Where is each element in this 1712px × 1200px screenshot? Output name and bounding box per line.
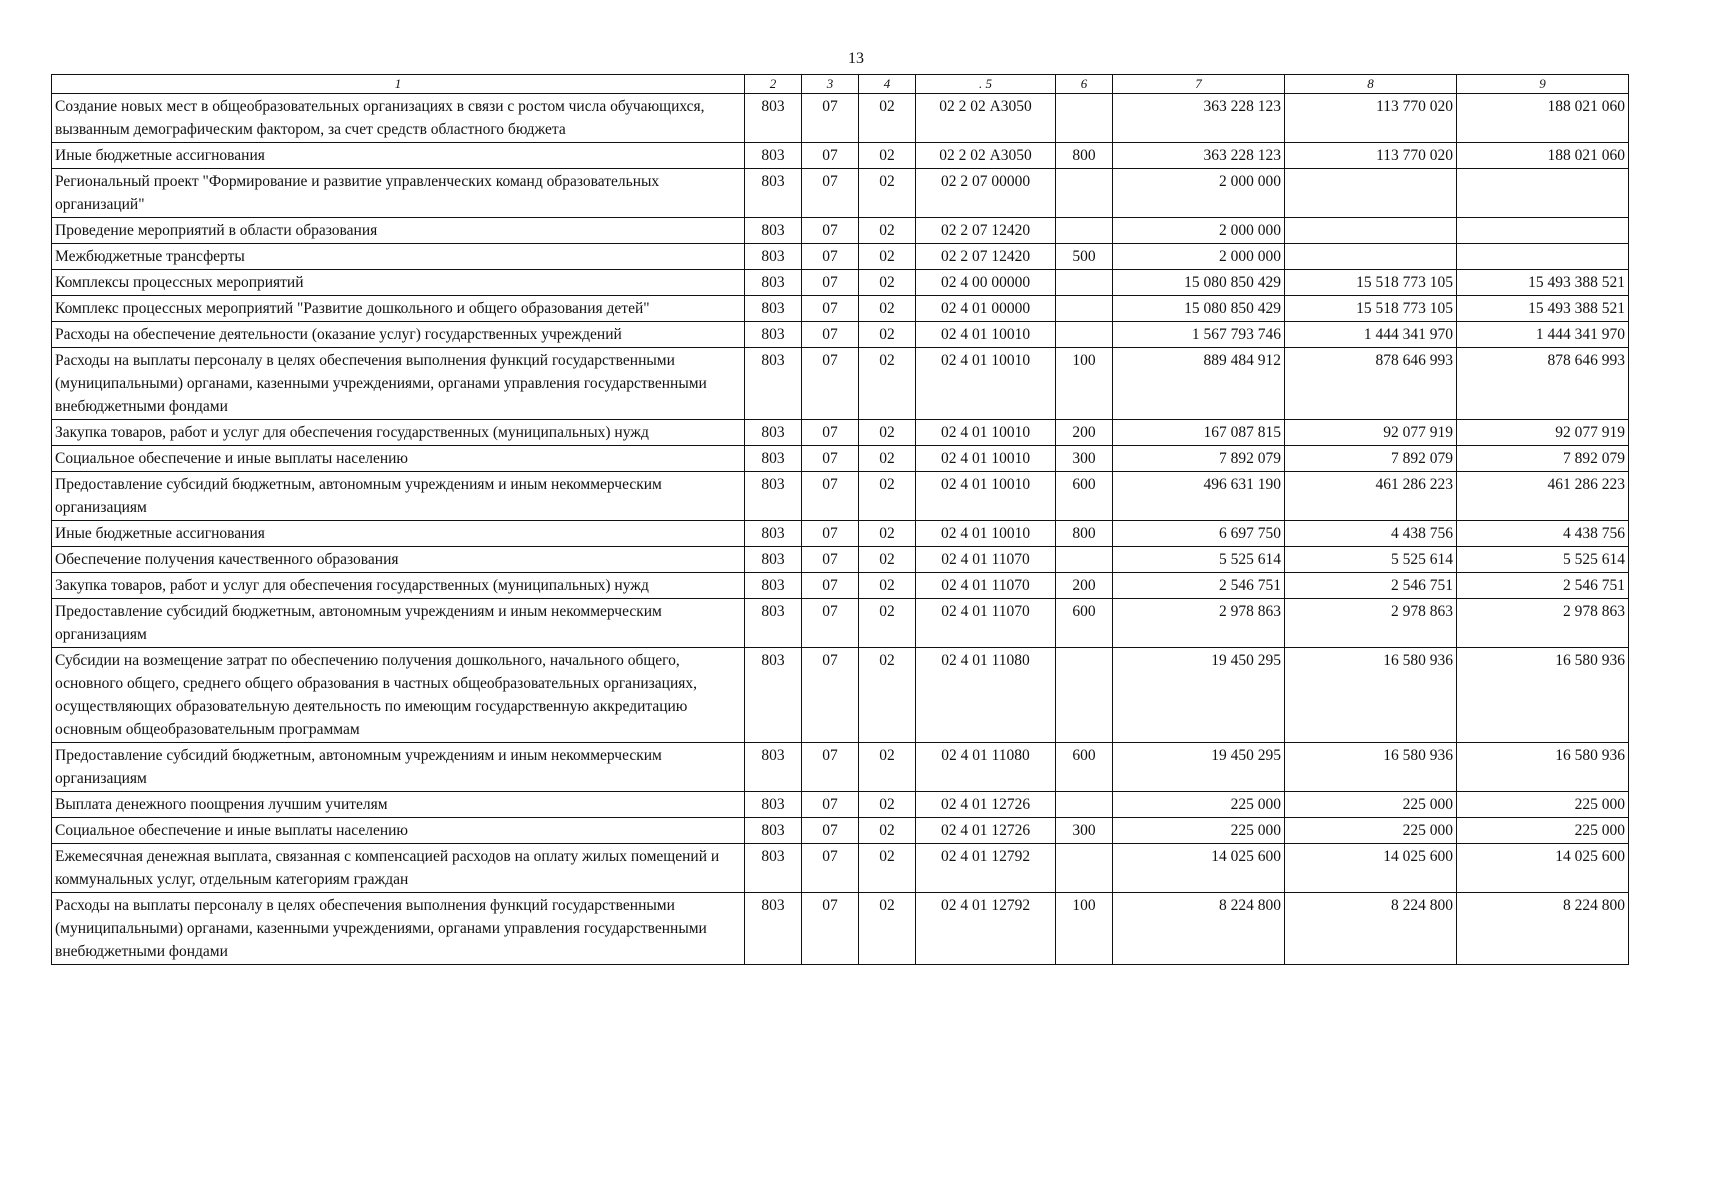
amount-col-7: 496 631 190	[1113, 472, 1285, 521]
table-row	[52, 599, 1629, 648]
ministry-code: 803	[745, 446, 802, 472]
expense-type-code	[1056, 322, 1113, 348]
subsection-code: 02	[859, 743, 916, 792]
table-row	[52, 296, 1629, 322]
row-description: Предоставление субсидий бюджетным, автономным учреждениям и иным некоммерческим организациям	[52, 599, 745, 648]
amount-col-8: 878 646 993	[1285, 348, 1457, 420]
expense-type-code: 500	[1056, 244, 1113, 270]
target-article-code: 02 4 01 10010	[916, 322, 1056, 348]
target-article-code: 02 4 01 12792	[916, 844, 1056, 893]
subsection-code: 02	[859, 322, 916, 348]
amount-col-8	[1285, 169, 1457, 218]
section-code: 07	[802, 648, 859, 743]
ministry-code: 803	[745, 599, 802, 648]
target-article-code: 02 2 02 А3050	[916, 143, 1056, 169]
row-description: Проведение мероприятий в области образования	[52, 218, 745, 244]
ministry-code: 803	[745, 94, 802, 143]
subsection-code: 02	[859, 169, 916, 218]
amount-col-8: 2 978 863	[1285, 599, 1457, 648]
target-article-code: 02 4 01 11080	[916, 648, 1056, 743]
table-row	[52, 218, 1629, 244]
amount-col-8: 461 286 223	[1285, 472, 1457, 521]
amount-col-9: 16 580 936	[1457, 743, 1629, 792]
amount-col-7: 2 000 000	[1113, 218, 1285, 244]
amount-col-9: 8 224 800	[1457, 893, 1629, 965]
table-row	[52, 573, 1629, 599]
table-row	[52, 420, 1629, 446]
row-description: Предоставление субсидий бюджетным, автономным учреждениям и иным некоммерческим организациям	[52, 472, 745, 521]
amount-col-8	[1285, 244, 1457, 270]
amount-col-9	[1457, 244, 1629, 270]
table-row	[52, 244, 1629, 270]
amount-col-7: 5 525 614	[1113, 547, 1285, 573]
subsection-code: 02	[859, 521, 916, 547]
amount-col-9: 225 000	[1457, 792, 1629, 818]
target-article-code: 02 4 01 11080	[916, 743, 1056, 792]
ministry-code: 803	[745, 844, 802, 893]
section-code: 07	[802, 169, 859, 218]
section-code: 07	[802, 446, 859, 472]
expense-type-code: 200	[1056, 420, 1113, 446]
row-description: Закупка товаров, работ и услуг для обеспечения государственных (муниципальных) нужд	[52, 573, 745, 599]
row-description: Межбюджетные трансферты	[52, 244, 745, 270]
amount-col-7: 225 000	[1113, 818, 1285, 844]
amount-col-8: 225 000	[1285, 818, 1457, 844]
amount-col-7: 15 080 850 429	[1113, 296, 1285, 322]
page-number: 13	[848, 50, 864, 67]
table-row	[52, 169, 1629, 218]
ministry-code: 803	[745, 893, 802, 965]
section-code: 07	[802, 547, 859, 573]
section-code: 07	[802, 893, 859, 965]
amount-col-9: 15 493 388 521	[1457, 296, 1629, 322]
section-code: 07	[802, 521, 859, 547]
amount-col-7: 2 546 751	[1113, 573, 1285, 599]
row-description: Обеспечение получения качественного образования	[52, 547, 745, 573]
amount-col-9: 461 286 223	[1457, 472, 1629, 521]
target-article-code: 02 4 01 10010	[916, 521, 1056, 547]
section-code: 07	[802, 94, 859, 143]
row-description: Создание новых мест в общеобразовательных организациях в связи с ростом числа обучающихся, вызванным демографическим фактором, за счет средств областного бюджета	[52, 94, 745, 143]
amount-col-8: 5 525 614	[1285, 547, 1457, 573]
target-article-code: 02 4 01 10010	[916, 446, 1056, 472]
column-header: 1	[52, 75, 745, 94]
section-code: 07	[802, 599, 859, 648]
section-code: 07	[802, 818, 859, 844]
target-article-code: 02 4 01 00000	[916, 296, 1056, 322]
ministry-code: 803	[745, 547, 802, 573]
expense-type-code	[1056, 296, 1113, 322]
amount-col-8: 113 770 020	[1285, 143, 1457, 169]
expense-type-code	[1056, 648, 1113, 743]
target-article-code: 02 4 01 11070	[916, 547, 1056, 573]
amount-col-7: 15 080 850 429	[1113, 270, 1285, 296]
target-article-code: 02 4 01 10010	[916, 348, 1056, 420]
amount-col-8: 4 438 756	[1285, 521, 1457, 547]
amount-col-8: 16 580 936	[1285, 648, 1457, 743]
amount-col-9	[1457, 218, 1629, 244]
column-header: 7	[1113, 75, 1285, 94]
amount-col-8: 113 770 020	[1285, 94, 1457, 143]
ministry-code: 803	[745, 348, 802, 420]
subsection-code: 02	[859, 792, 916, 818]
amount-col-9: 878 646 993	[1457, 348, 1629, 420]
amount-col-7: 167 087 815	[1113, 420, 1285, 446]
table-row	[52, 648, 1629, 743]
row-description: Расходы на выплаты персоналу в целях обеспечения выполнения функций государственными (муниципальными) органами, казенными учреждениями, органами управления государственными внебюджетными фондами	[52, 893, 745, 965]
target-article-code: 02 4 01 10010	[916, 420, 1056, 446]
row-description: Выплата денежного поощрения лучшим учителям	[52, 792, 745, 818]
ministry-code: 803	[745, 244, 802, 270]
amount-col-9: 1 444 341 970	[1457, 322, 1629, 348]
row-description: Региональный проект "Формирование и развитие управленческих команд образовательных организаций"	[52, 169, 745, 218]
expense-type-code: 600	[1056, 599, 1113, 648]
amount-col-8: 8 224 800	[1285, 893, 1457, 965]
amount-col-7: 225 000	[1113, 792, 1285, 818]
ministry-code: 803	[745, 792, 802, 818]
target-article-code: 02 2 07 12420	[916, 244, 1056, 270]
amount-col-7: 14 025 600	[1113, 844, 1285, 893]
expense-type-code	[1056, 844, 1113, 893]
amount-col-9: 5 525 614	[1457, 547, 1629, 573]
amount-col-7: 6 697 750	[1113, 521, 1285, 547]
section-code: 07	[802, 420, 859, 446]
expense-type-code: 600	[1056, 743, 1113, 792]
expense-type-code: 300	[1056, 818, 1113, 844]
amount-col-7: 2 000 000	[1113, 169, 1285, 218]
amount-col-9: 7 892 079	[1457, 446, 1629, 472]
section-code: 07	[802, 573, 859, 599]
amount-col-8: 1 444 341 970	[1285, 322, 1457, 348]
amount-col-9: 2 978 863	[1457, 599, 1629, 648]
amount-col-8: 225 000	[1285, 792, 1457, 818]
section-code: 07	[802, 218, 859, 244]
amount-col-9: 15 493 388 521	[1457, 270, 1629, 296]
expense-type-code: 800	[1056, 143, 1113, 169]
row-description: Предоставление субсидий бюджетным, автономным учреждениям и иным некоммерческим организациям	[52, 743, 745, 792]
table-row	[52, 818, 1629, 844]
row-description: Комплекс процессных мероприятий "Развитие дошкольного и общего образования детей"	[52, 296, 745, 322]
target-article-code: 02 4 01 10010	[916, 472, 1056, 521]
subsection-code: 02	[859, 420, 916, 446]
amount-col-8	[1285, 218, 1457, 244]
row-description: Закупка товаров, работ и услуг для обеспечения государственных (муниципальных) нужд	[52, 420, 745, 446]
amount-col-9: 92 077 919	[1457, 420, 1629, 446]
section-code: 07	[802, 322, 859, 348]
table-row	[52, 94, 1629, 143]
subsection-code: 02	[859, 844, 916, 893]
row-description: Расходы на обеспечение деятельности (оказание услуг) государственных учреждений	[52, 322, 745, 348]
ministry-code: 803	[745, 648, 802, 743]
section-code: 07	[802, 270, 859, 296]
row-description: Расходы на выплаты персоналу в целях обеспечения выполнения функций государственными (муниципальными) органами, казенными учреждениями, органами управления государственными внебюджетными фондами	[52, 348, 745, 420]
target-article-code: 02 4 01 12726	[916, 792, 1056, 818]
subsection-code: 02	[859, 893, 916, 965]
amount-col-9: 225 000	[1457, 818, 1629, 844]
subsection-code: 02	[859, 648, 916, 743]
target-article-code: 02 2 02 А3050	[916, 94, 1056, 143]
section-code: 07	[802, 143, 859, 169]
amount-col-7: 363 228 123	[1113, 94, 1285, 143]
subsection-code: 02	[859, 94, 916, 143]
subsection-code: 02	[859, 599, 916, 648]
target-article-code: 02 4 01 11070	[916, 573, 1056, 599]
ministry-code: 803	[745, 143, 802, 169]
amount-col-9: 188 021 060	[1457, 94, 1629, 143]
amount-col-7: 7 892 079	[1113, 446, 1285, 472]
amount-col-8: 92 077 919	[1285, 420, 1457, 446]
target-article-code: 02 2 07 00000	[916, 169, 1056, 218]
expense-type-code	[1056, 547, 1113, 573]
column-header: 3	[802, 75, 859, 94]
column-header: 2	[745, 75, 802, 94]
row-description: Социальное обеспечение и иные выплаты населению	[52, 446, 745, 472]
row-description: Субсидии на возмещение затрат по обеспечению получения дошкольного, начального общего, основного общего, среднего общего образования в частных общеобразовательных организациях, осуществляющих образовательную деятельность по имеющим государственную аккредитацию основным общеобразовательным программам	[52, 648, 745, 743]
column-header: 9	[1457, 75, 1629, 94]
ministry-code: 803	[745, 322, 802, 348]
amount-col-7: 19 450 295	[1113, 648, 1285, 743]
row-description: Иные бюджетные ассигнования	[52, 143, 745, 169]
subsection-code: 02	[859, 348, 916, 420]
ministry-code: 803	[745, 296, 802, 322]
ministry-code: 803	[745, 472, 802, 521]
section-code: 07	[802, 792, 859, 818]
table-row	[52, 446, 1629, 472]
header-row	[52, 75, 1629, 94]
expense-type-code: 800	[1056, 521, 1113, 547]
table-row	[52, 743, 1629, 792]
column-header: 8	[1285, 75, 1457, 94]
expense-type-code	[1056, 94, 1113, 143]
amount-col-9: 2 546 751	[1457, 573, 1629, 599]
amount-col-9	[1457, 169, 1629, 218]
section-code: 07	[802, 472, 859, 521]
expense-type-code	[1056, 169, 1113, 218]
amount-col-9: 188 021 060	[1457, 143, 1629, 169]
subsection-code: 02	[859, 296, 916, 322]
table-row	[52, 792, 1629, 818]
table-row	[52, 348, 1629, 420]
row-description: Комплексы процессных мероприятий	[52, 270, 745, 296]
amount-col-9: 14 025 600	[1457, 844, 1629, 893]
amount-col-7: 2 978 863	[1113, 599, 1285, 648]
table-row	[52, 472, 1629, 521]
amount-col-8: 2 546 751	[1285, 573, 1457, 599]
expense-type-code: 100	[1056, 893, 1113, 965]
ministry-code: 803	[745, 420, 802, 446]
target-article-code: 02 2 07 12420	[916, 218, 1056, 244]
subsection-code: 02	[859, 573, 916, 599]
amount-col-8: 14 025 600	[1285, 844, 1457, 893]
row-description: Иные бюджетные ассигнования	[52, 521, 745, 547]
ministry-code: 803	[745, 573, 802, 599]
subsection-code: 02	[859, 244, 916, 270]
amount-col-9: 16 580 936	[1457, 648, 1629, 743]
column-header: 6	[1056, 75, 1113, 94]
amount-col-7: 19 450 295	[1113, 743, 1285, 792]
expense-type-code: 200	[1056, 573, 1113, 599]
table-row	[52, 322, 1629, 348]
subsection-code: 02	[859, 218, 916, 244]
subsection-code: 02	[859, 143, 916, 169]
amount-col-7: 889 484 912	[1113, 348, 1285, 420]
row-description: Социальное обеспечение и иные выплаты населению	[52, 818, 745, 844]
target-article-code: 02 4 01 11070	[916, 599, 1056, 648]
ministry-code: 803	[745, 818, 802, 844]
expense-type-code: 300	[1056, 446, 1113, 472]
ministry-code: 803	[745, 218, 802, 244]
ministry-code: 803	[745, 270, 802, 296]
expense-type-code	[1056, 218, 1113, 244]
table-row	[52, 270, 1629, 296]
section-code: 07	[802, 244, 859, 270]
row-description: Ежемесячная денежная выплата, связанная с компенсацией расходов на оплату жилых помещений и коммунальных услуг, отдельным категориям граждан	[52, 844, 745, 893]
table-row	[52, 521, 1629, 547]
expense-type-code: 100	[1056, 348, 1113, 420]
column-header: 4	[859, 75, 916, 94]
amount-col-7: 8 224 800	[1113, 893, 1285, 965]
amount-col-7: 2 000 000	[1113, 244, 1285, 270]
amount-col-7: 1 567 793 746	[1113, 322, 1285, 348]
subsection-code: 02	[859, 472, 916, 521]
expense-type-code: 600	[1056, 472, 1113, 521]
subsection-code: 02	[859, 818, 916, 844]
section-code: 07	[802, 743, 859, 792]
amount-col-9: 4 438 756	[1457, 521, 1629, 547]
table-row	[52, 893, 1629, 965]
subsection-code: 02	[859, 270, 916, 296]
amount-col-8: 16 580 936	[1285, 743, 1457, 792]
amount-col-8: 15 518 773 105	[1285, 270, 1457, 296]
amount-col-7: 363 228 123	[1113, 143, 1285, 169]
target-article-code: 02 4 00 00000	[916, 270, 1056, 296]
budget-table	[51, 74, 1629, 965]
table-row	[52, 547, 1629, 573]
target-article-code: 02 4 01 12726	[916, 818, 1056, 844]
target-article-code: 02 4 01 12792	[916, 893, 1056, 965]
table-row	[52, 143, 1629, 169]
ministry-code: 803	[745, 521, 802, 547]
section-code: 07	[802, 844, 859, 893]
subsection-code: 02	[859, 446, 916, 472]
column-header: . 5	[916, 75, 1056, 94]
expense-type-code	[1056, 270, 1113, 296]
section-code: 07	[802, 296, 859, 322]
table-row	[52, 844, 1629, 893]
section-code: 07	[802, 348, 859, 420]
amount-col-8: 15 518 773 105	[1285, 296, 1457, 322]
ministry-code: 803	[745, 743, 802, 792]
expense-type-code	[1056, 792, 1113, 818]
ministry-code: 803	[745, 169, 802, 218]
amount-col-8: 7 892 079	[1285, 446, 1457, 472]
subsection-code: 02	[859, 547, 916, 573]
